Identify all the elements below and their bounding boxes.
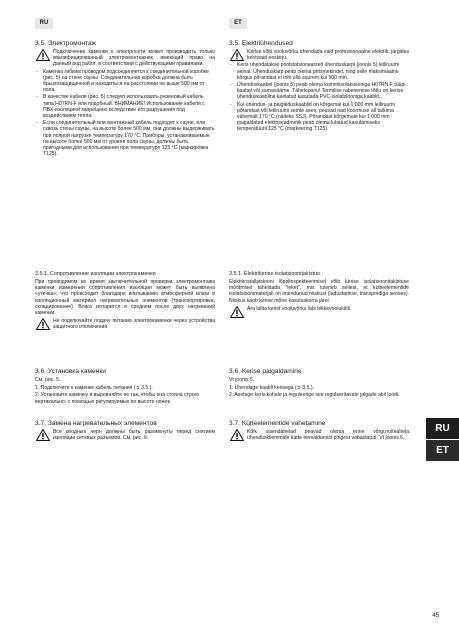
- et-insulation-section: [229, 270, 409, 313]
- ru-replace-section: [35, 420, 215, 442]
- warning-block: [35, 49, 215, 68]
- section-heading: 3.5.1. Elektrikerise isolatsioonitakistus: [229, 271, 320, 277]
- estonian-column: [229, 40, 409, 135]
- warning-text: Kõik sisendahelad peavad olema enne võrguтoiteahela ühenduskllemmide katte eemaldamist pingest vabastatud. Vt joonis 6.: [247, 429, 409, 442]
- paragraph: Elektriinstallatsiooni lõpplinspekteerimisel võib kerise isolatsioonitakistuse mõõtmisel täheldada "leket", mis tuleneb sellest, et kütteelementide isolatsioonimaterjali on imendunud niiskust (ladustamise, transpordiga seoses). Niiskus kaob kerise mõne kasutuskorra järel.: [229, 279, 409, 304]
- section-heading: 3.6. Kerise paigaldamine: [229, 368, 302, 375]
- et-replace-section: [229, 420, 409, 442]
- warning-block: [229, 49, 409, 61]
- bullet-list: [35, 69, 215, 158]
- section-heading: 3.6. Установка каменки: [35, 368, 106, 375]
- warning-block: [35, 318, 215, 330]
- list-item: - Keris ühendatakse poolstatsionaarselt ühenduskarpi (joonis 5) leiliruumi seinal. Ühenduskarp peab olema pritsmekindel, ning selle maksimaalne kõrgus põrandast ei tohi olla suurem kui 500 mm.: [229, 62, 409, 81]
- section-heading: 3.5. Электромонтаж: [35, 40, 97, 47]
- side-tab-et: ET: [426, 440, 459, 461]
- list-item: - Если соединительный или монтажный кабель подходят к сауне, или сквозь стены сауны, на высоте более 500 мм, они должны выдерживать при полной нагрузке температуру 170 °C. Приборы, устанавливаемые на высоте более 500 мм от уровня пола сауны, должны быть пригодными для использования при температуре 125 °C (маркировка T125).: [35, 120, 215, 157]
- warning-icon: [36, 429, 50, 441]
- list-item: - Kui ühendus- ja paigalduskaablid on kõrgemal kui 1 000 mm leiliruumi põrandast või leiliruumi seinte sees, peavad nad koormuse all talluma vähemalt 170 °C (näiteks SSJ). Põrandast kõrgemale kui 1 000 mm paigaldatud elektriseadmetik peab olema lubatud kasutamiseks temperatuuril 125 °C (markeering T125).: [229, 102, 409, 133]
- section-heading: 3.5.1. Сопротивление изоляции электрокаменки: [35, 271, 156, 277]
- warning-text: Ära lülita kerist vooluvõrku läbi lekkevoolulüliti.: [247, 305, 352, 312]
- et-install-section: [229, 368, 409, 400]
- warning-text: Подключение каменки к электросети может производить только квалифицированный электромонтажник, имеющий право на данный род работ, в соответствии с действующими правилами.: [53, 49, 215, 68]
- warning-text: Не подключайте подачу питания электрокаменки через устройства защитного отключения.: [53, 318, 215, 331]
- ru-install-section: [35, 368, 215, 406]
- paragraph: Vt joonis 5.: [229, 377, 255, 383]
- warning-icon: [230, 306, 244, 318]
- warning-icon: [36, 49, 50, 61]
- ru-insulation-section: [35, 270, 215, 332]
- warning-icon: [230, 429, 244, 441]
- section-heading: 3.5. Elektriühendused: [229, 40, 293, 47]
- list-item: - Каменка гибким проводом подсоединяется к соединительной коробке (рис. 5) на стене сауны. Соединительная коробка должна быть брызгозащищенной и находиться на расстоянии не выше 500 мм от пола.: [35, 69, 215, 94]
- warning-icon: [36, 318, 50, 330]
- warning-text: Kerise võib vooluvõrku ühendada vaid professionaalne elektrik, järgides kehtivaid eeskirju.: [247, 49, 409, 62]
- numbered-list: [35, 385, 215, 405]
- page-number: 45: [432, 613, 439, 619]
- section-heading: 3.7. Kütteelementide vahetamine: [229, 420, 326, 427]
- side-tab-ru: RU: [426, 418, 459, 439]
- russian-column: [35, 40, 215, 159]
- list-item: 2. Asetage keris kohale ja reguleerige see reguleeritavate jalgade abil loodi.: [229, 392, 400, 399]
- paragraph: См. рис. 5.: [35, 377, 61, 383]
- language-tag-et: ET: [229, 18, 247, 29]
- list-item: - Ühenduskaabel (joonis 5) peab olema kummiisolatsiooniga H07RN-F tüüpi kaabel või samaväärne. Tähelepanu! Termilise rabenemise tõttu on kerise ühenduskaablina keelatud kasutada PVC-isolatsiooniga kaablit.: [229, 82, 409, 101]
- warning-icon: [230, 49, 244, 61]
- bullet-list: [229, 62, 409, 132]
- paragraph: При проводимом во время заключительной проверки электромонтажа каменки измерении сопротивления изоляции может быть выявлена «утечка», что происходит благодаря впитыванию атмосферной влаги в изоляционный материал нагревательных элементов (транспортировка, складирование). Влага испарится в среднем после двух нагреваний каменки.: [35, 279, 215, 317]
- warning-block: [229, 429, 409, 441]
- warning-text: Все входные черн должны быть разомкнуты перед снятием изоляции сетевых разъемов. См. рис. 6.: [53, 429, 215, 442]
- list-item: 1. Ühendage kaabli kerisega (➲ 3.5.).: [229, 385, 314, 392]
- list-item: 2. Установите каменку и выровняйте ее так, чтобы она стояла строго вертикально, с помощью регулируемых по высоте ножек.: [35, 392, 200, 405]
- section-heading: 3.7. Замена нагревательных элементов: [35, 420, 157, 427]
- list-item: - В качестве кабеля (рис. 5) следует использовать резиновый кабель типа H07RN-F или подобный. ВНИМАНИЕ! Использование кабеля с ПВХ-изоляцией запрещено вследствие его разрушения под воздействием тепла.: [35, 94, 215, 119]
- numbered-list: [229, 385, 409, 398]
- language-tag-ru: RU: [35, 18, 53, 29]
- warning-block: [35, 429, 215, 441]
- warning-block: [229, 306, 409, 312]
- list-item: 1. Подключите к каменке кабель питания (➲ 3.5.).: [35, 385, 153, 392]
